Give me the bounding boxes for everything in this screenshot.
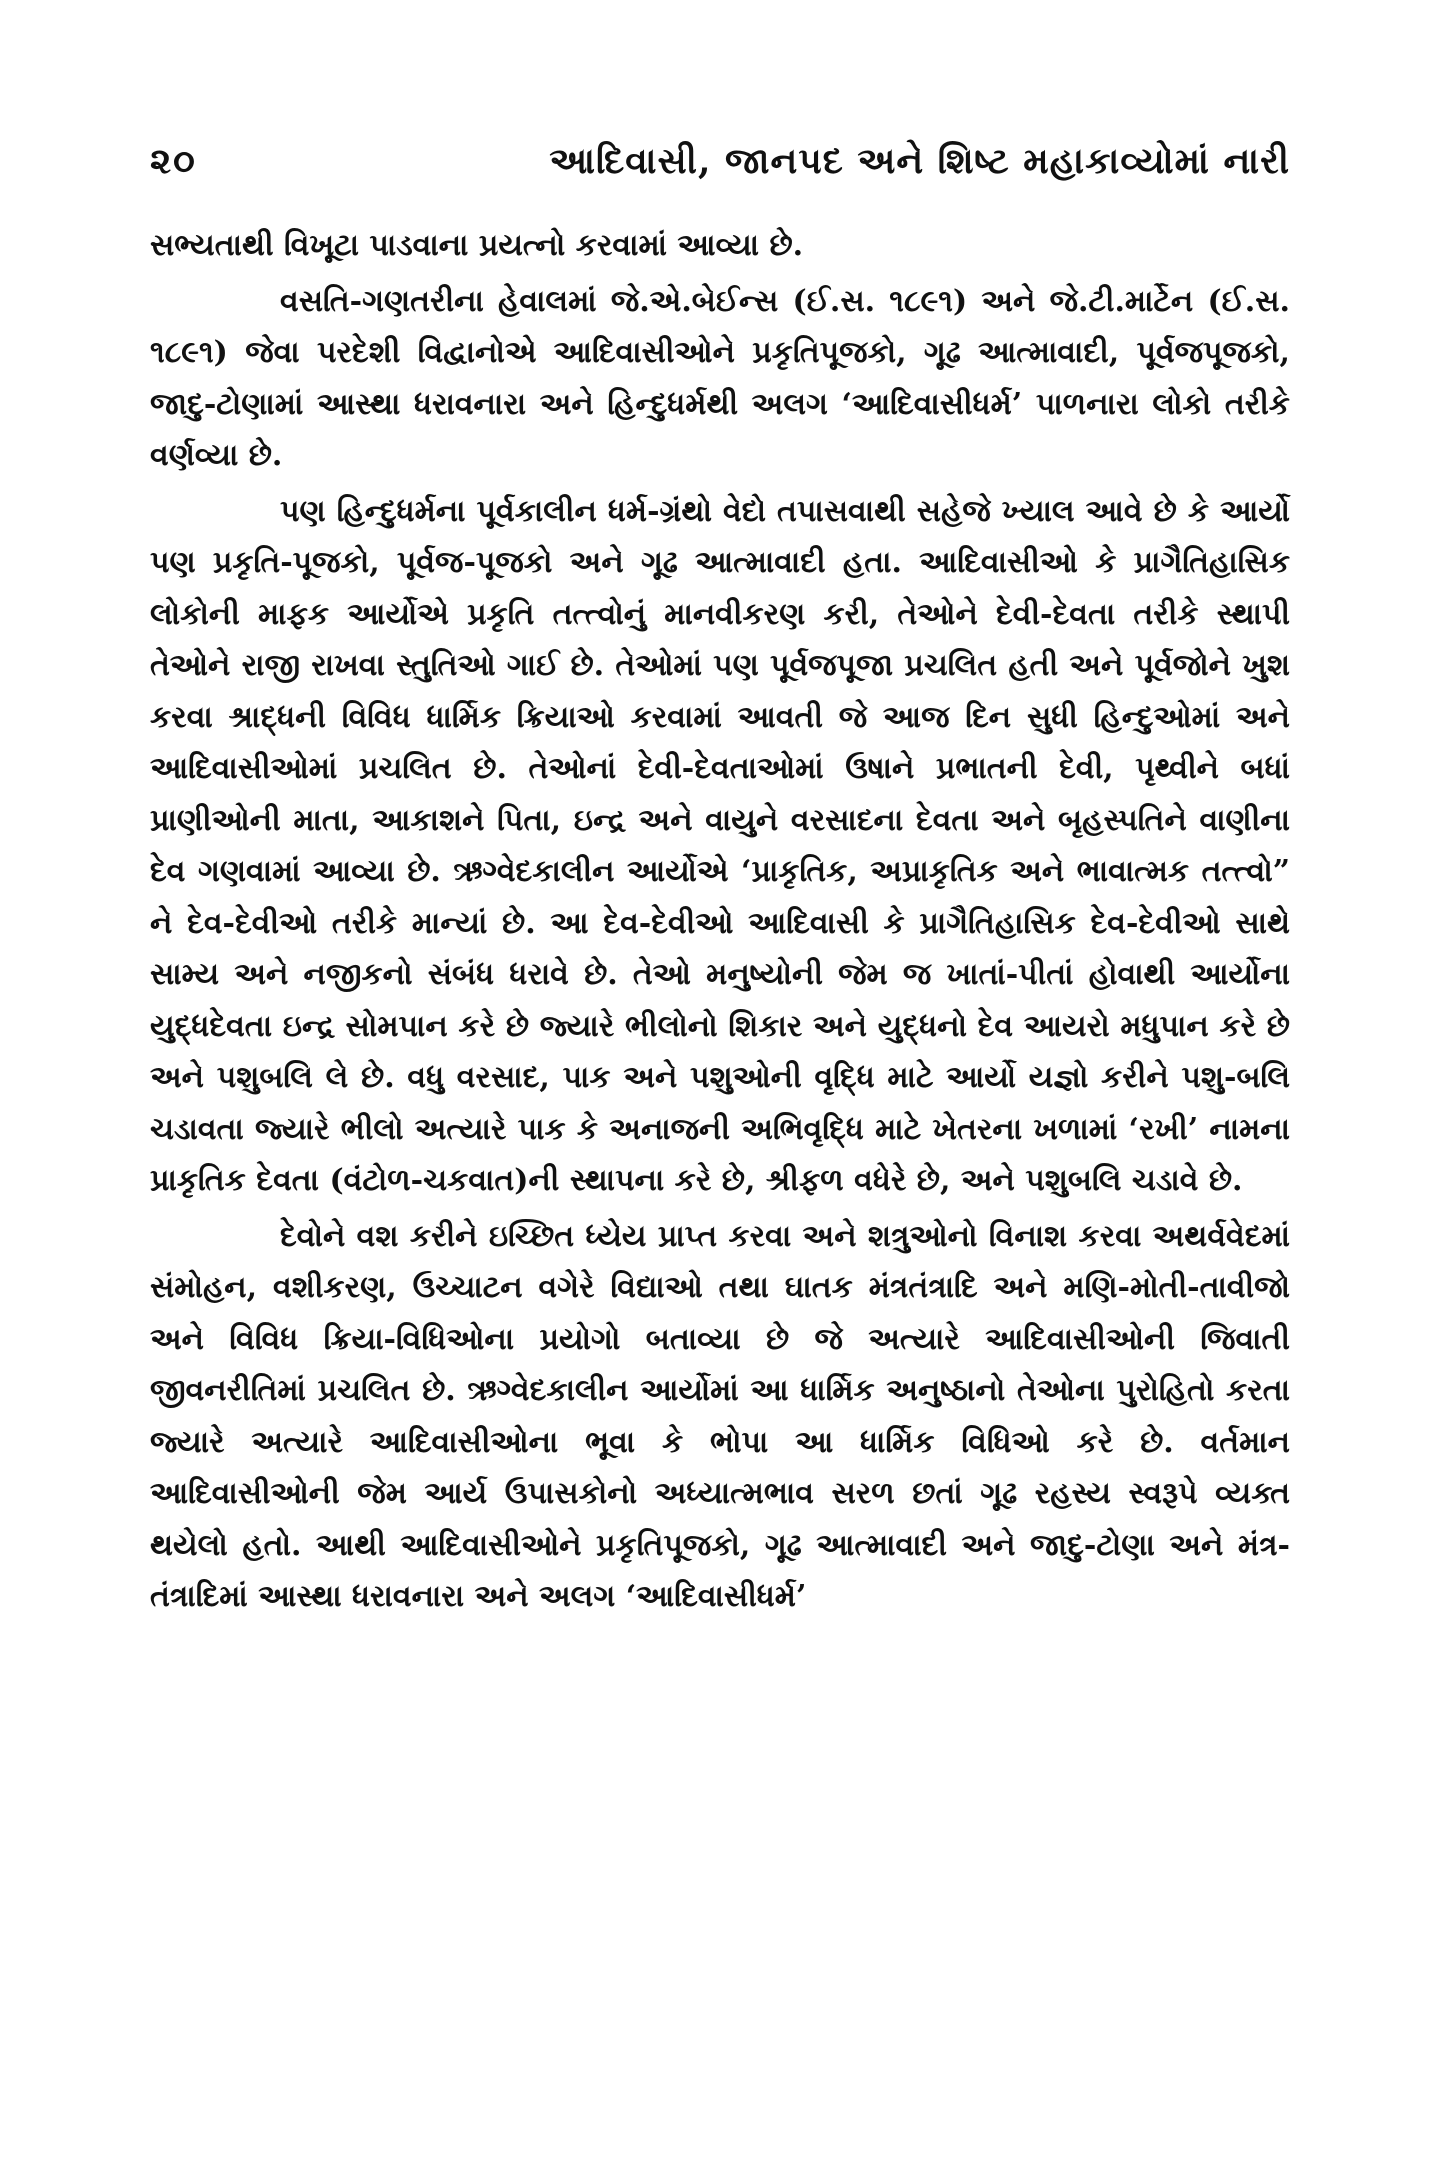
- paragraph: વસતિ-ગણતરીના હેવાલમાં જે.એ.બેઈન્સ (ઈ.સ. ૧૮૯૧) અને જે.ટી.માર્ટેન (ઈ.સ. ૧૮૯૧) જેવા પરદેશી વિદ્વાનોએ આદિવાસીઓને પ્રકૃતિપૂજકો, ગૂઢ આત્માવાદી, પૂર્વજપૂજકો, જાદુ-ટોણામાં આસ્થા ધરાવનારા અને હિન્દુધર્મથી અલગ ‘આદિવાસીધર્મ’ પાળનારા લોકો તરીકે વર્ણવ્યા છે.: [150, 283, 1290, 473]
- paragraph: પણ હિન્દુધર્મના પૂર્વકાલીન ધર્મ-ગ્રંથો વેદો તપાસવાથી સહેજે ખ્યાલ આવે છે કે આર્યો પણ પ્રકૃતિ-પૂજકો, પૂર્વજ-પૂજકો અને ગૂઢ આત્માવાદી હતા. આદિવાસીઓ કે પ્રાગૈતિહાસિક લોકોની માફક આર્યોએ પ્રકૃતિ તત્ત્વોનું માનવીકરણ કરી, તેઓને દેવી-દેવતા તરીકે સ્થાપી તેઓને રાજી રાખવા સ્તુતિઓ ગાઈ છે. તેઓમાં પણ પૂર્વજપૂજા પ્રચલિત હતી અને પૂર્વજોને ખુશ કરવા શ્રાદ્ધની વિવિધ ધાર્મિક ક્રિયાઓ કરવામાં આવતી જે આજ દિન સુધી હિન્દુઓમાં અને આદિવાસીઓમાં પ્રચલિત છે. તેઓનાં દેવી-દેવતાઓમાં ઉષાને પ્રભાતની દેવી, પૃથ્વીને બધાં પ્રાણીઓની માતા, આકાશને પિતા, ઇન્દ્ર અને વાયુને વરસાદના દેવતા અને બૃહસ્પતિને વાણીના દેવ ગણવામાં આવ્યા છે. ઋગ્વેદકાલીન આર્યોએ ‘પ્રાકૃતિક, અપ્રાકૃતિક અને ભાવાત્મક તત્ત્વો” ને દેવ-દેવીઓ તરીકે માન્યાં છે. આ દેવ-દેવીઓ આદિવાસી કે પ્રાગૈતિહાસિક દેવ-દેવીઓ સાથે સામ્ય અને નજીકનો સંબંધ ધરાવે છે. તેઓ મનુષ્યોની જેમ જ ખાતાં-પીતાં હોવાથી આર્યોના યુદ્ધદેવતા ઇન્દ્ર સોમપાન કરે છે જ્યારે ભીલોનો શિકાર અને યુદ્ધનો દેવ આયરો મધુપાન કરે છે અને પશુબલિ લે છે. વધુ વરસાદ, પાક અને પશુઓની વૃદ્ધિ માટે આર્યો યજ્ઞો કરીને પશુ-બલિ ચડાવતા જ્યારે ભીલો અત્યારે પાક કે અનાજની અભિવૃદ્ધિ માટે ખેતરના ખળામાં ‘રખી’ નામના પ્રાકૃતિક દેવતા (વંટોળ-ચકવાત)ની સ્થાપના કરે છે, શ્રીફળ વધેરે છે, અને પશુબલિ ચડાવે છે.: [150, 493, 1290, 1198]
- page-header: [150, 140, 1290, 210]
- book-page: [150, 140, 1290, 1623]
- running-title: આદિવાસી, જાનપદ અને શિષ્ટ મહાકાવ્યોમાં નારી: [549, 140, 1290, 182]
- body-text: [150, 220, 1290, 1623]
- paragraph: દેવોને વશ કરીને ઇચ્છિત ધ્યેય પ્રાપ્ત કરવા અને શત્રુઓનો વિનાશ કરવા અથર્વવેદમાં સંમોહન, વશીકરણ, ઉચ્ચાટન વગેરે વિદ્યાઓ તથા ઘાતક મંત્રતંત્રાદિ અને મણિ-મોતી-તાવીજો અને વિવિધ ક્રિયા-વિધિઓના પ્રયોગો બતાવ્યા છે જે અત્યારે આદિવાસીઓની જિવાતી જીવનરીતિમાં પ્રચલિત છે. ઋગ્વેદકાલીન આર્યોમાં આ ધાર્મિક અનુષ્ઠાનો તેઓના પુરોહિતો કરતા જ્યારે અત્યારે આદિવાસીઓના ભૂવા કે ભોપા આ ધાર્મિક વિધિઓ કરે છે. વર્તમાન આદિવાસીઓની જેમ આર્ય ઉપાસકોનો અધ્યાત્મભાવ સરળ છતાં ગૂઢ રહસ્ય સ્વરૂપે વ્યક્ત થયેલો હતો. આથી આદિવાસીઓને પ્રકૃતિપૂજકો, ગૂઢ આત્માવાદી અને જાદુ-ટોણા અને મંત્ર-તંત્રાદિમાં આસ્થા ધરાવનારા અને અલગ ‘આદિવાસીધર્મ’: [150, 1218, 1290, 1614]
- paragraph-continuation: સભ્યતાથી વિખૂટા પાડવાના પ્રયત્નો કરવામાં આવ્યા છે.: [150, 228, 804, 263]
- page-number: ૨૦: [150, 140, 197, 182]
